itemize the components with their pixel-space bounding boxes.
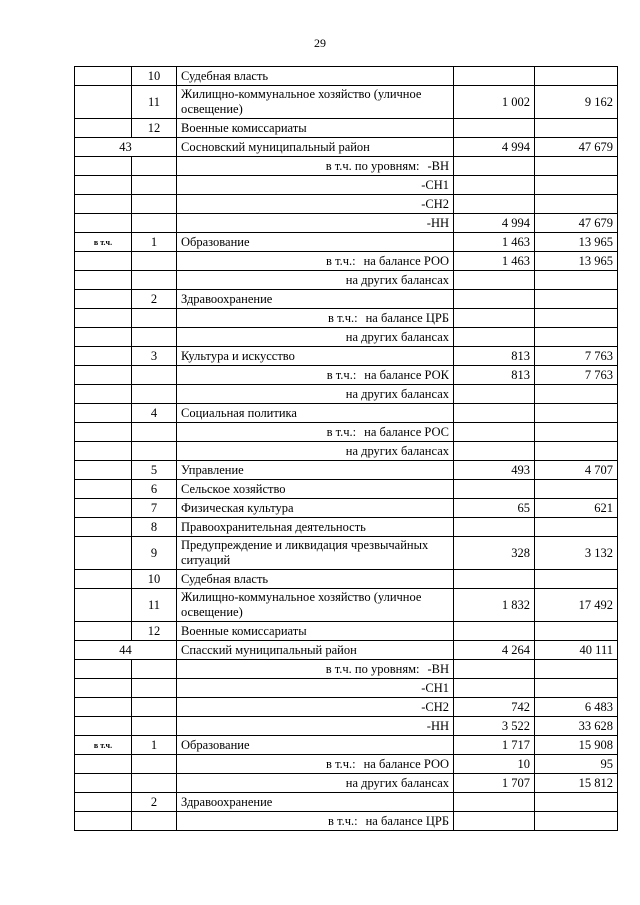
row-number — [132, 774, 177, 793]
value-col-1: 328 — [454, 537, 535, 570]
row-name: Предупреждение и ликвидация чрезвычайных ситуаций — [177, 537, 454, 570]
row-name — [177, 442, 454, 461]
row-number — [132, 698, 177, 717]
row-group-label — [75, 589, 132, 622]
table-row — [75, 480, 618, 499]
value-col-2 — [535, 812, 618, 831]
row-name — [177, 755, 454, 774]
value-col-1 — [454, 195, 535, 214]
row-name — [177, 423, 454, 442]
row-group-label — [75, 157, 132, 176]
value-col-2: 13 965 — [535, 252, 618, 271]
table-row — [75, 698, 618, 717]
row-number: 4 — [132, 404, 177, 423]
table-row — [75, 442, 618, 461]
row-number: 8 — [132, 518, 177, 537]
value-col-2: 47 679 — [535, 138, 618, 157]
value-col-1 — [454, 271, 535, 290]
value-col-1: 1 717 — [454, 736, 535, 755]
row-group-label — [75, 717, 132, 736]
value-col-2: 15 908 — [535, 736, 618, 755]
row-name: Образование — [177, 233, 454, 252]
table-row — [75, 233, 618, 252]
row-group-label — [75, 461, 132, 480]
sub-row-label: -СН1 — [421, 177, 449, 192]
table-row — [75, 366, 618, 385]
sub-row-label: на балансе ЦРБ — [365, 310, 449, 325]
row-number — [132, 328, 177, 347]
row-number — [132, 309, 177, 328]
value-col-2 — [535, 679, 618, 698]
value-col-2 — [535, 157, 618, 176]
row-number: 11 — [132, 86, 177, 119]
sub-row-prefix: в т.ч. по уровням: — [325, 661, 420, 676]
row-number — [132, 442, 177, 461]
value-col-2: 6 483 — [535, 698, 618, 717]
row-number: 10 — [132, 67, 177, 86]
row-number: 1 — [132, 736, 177, 755]
value-col-1: 4 264 — [454, 641, 535, 660]
table-row — [75, 774, 618, 793]
row-number: 2 — [132, 793, 177, 812]
row-name: Сельское хозяйство — [177, 480, 454, 499]
row-group-label — [75, 774, 132, 793]
row-group-label — [75, 480, 132, 499]
value-col-2: 17 492 — [535, 589, 618, 622]
value-col-2 — [535, 570, 618, 589]
value-col-2: 7 763 — [535, 366, 618, 385]
row-group-label — [75, 195, 132, 214]
row-group-label — [75, 290, 132, 309]
sub-row-label: -НН — [426, 215, 449, 230]
row-group-label — [75, 347, 132, 366]
value-col-1 — [454, 67, 535, 86]
sub-row-label: на балансе ЦРБ — [365, 813, 449, 828]
sub-row-label: на других балансах — [345, 386, 449, 401]
row-group-label — [75, 67, 132, 86]
sub-row-label: -СН2 — [421, 699, 449, 714]
table-row — [75, 385, 618, 404]
table-row — [75, 660, 618, 679]
table-row — [75, 176, 618, 195]
value-col-1: 4 994 — [454, 138, 535, 157]
page-number: 29 — [314, 36, 326, 50]
table-row — [75, 499, 618, 518]
sub-row-prefix: в т.ч.: — [328, 813, 358, 828]
row-name — [177, 366, 454, 385]
row-number — [132, 157, 177, 176]
value-col-2 — [535, 328, 618, 347]
row-name: Жилищно-коммунальное хозяйство (уличное освещение) — [177, 86, 454, 119]
value-col-2: 4 707 — [535, 461, 618, 480]
table-row — [75, 119, 618, 138]
row-name — [177, 717, 454, 736]
row-name — [177, 271, 454, 290]
table-row — [75, 518, 618, 537]
value-col-1 — [454, 176, 535, 195]
row-group-label — [75, 252, 132, 271]
sub-row-label: -СН2 — [421, 196, 449, 211]
row-group-label — [75, 404, 132, 423]
row-group-label — [75, 328, 132, 347]
row-name: Культура и искусство — [177, 347, 454, 366]
value-col-1: 493 — [454, 461, 535, 480]
row-number — [132, 717, 177, 736]
row-name — [177, 698, 454, 717]
table-row — [75, 461, 618, 480]
sub-row-label: -СН1 — [421, 680, 449, 695]
sub-row-label: на других балансах — [345, 272, 449, 287]
row-number — [132, 176, 177, 195]
value-col-1: 4 994 — [454, 214, 535, 233]
budget-table — [74, 66, 618, 831]
sub-row-label: на балансе РОО — [363, 253, 449, 268]
district-number: 43 — [75, 138, 177, 157]
row-name: Военные комиссариаты — [177, 622, 454, 641]
table-row — [75, 622, 618, 641]
row-name — [177, 385, 454, 404]
sub-row-label: на балансе РОК — [364, 367, 449, 382]
value-col-1 — [454, 385, 535, 404]
row-number: 12 — [132, 119, 177, 138]
row-group-label — [75, 499, 132, 518]
value-col-1: 813 — [454, 366, 535, 385]
value-col-2: 95 — [535, 755, 618, 774]
row-name — [177, 660, 454, 679]
table-row — [75, 423, 618, 442]
row-group-label — [75, 622, 132, 641]
row-group-label — [75, 755, 132, 774]
value-col-2 — [535, 423, 618, 442]
row-group-label — [75, 366, 132, 385]
row-group-label — [75, 86, 132, 119]
row-group-label — [75, 537, 132, 570]
table-row — [75, 755, 618, 774]
row-group-label — [75, 698, 132, 717]
row-number — [132, 812, 177, 831]
sub-row-prefix: в т.ч.: — [326, 367, 357, 382]
row-number: 12 — [132, 622, 177, 641]
value-col-1 — [454, 442, 535, 461]
row-name: Образование — [177, 736, 454, 755]
table-row — [75, 793, 618, 812]
table-row — [75, 328, 618, 347]
row-name — [177, 309, 454, 328]
table-row — [75, 404, 618, 423]
value-col-2 — [535, 195, 618, 214]
row-name — [177, 812, 454, 831]
value-col-1 — [454, 309, 535, 328]
value-col-2 — [535, 385, 618, 404]
value-col-1 — [454, 119, 535, 138]
table-row — [75, 252, 618, 271]
row-name: Военные комиссариаты — [177, 119, 454, 138]
value-col-1 — [454, 423, 535, 442]
value-col-1: 1 463 — [454, 252, 535, 271]
value-col-1 — [454, 570, 535, 589]
value-col-1 — [454, 404, 535, 423]
value-col-1 — [454, 480, 535, 499]
row-name — [177, 214, 454, 233]
row-number: 10 — [132, 570, 177, 589]
value-col-1: 1 463 — [454, 233, 535, 252]
sub-row-prefix: в т.ч.: — [328, 310, 358, 325]
sub-row-label: на балансе РОС — [364, 424, 449, 439]
table-row — [75, 67, 618, 86]
value-col-2: 33 628 — [535, 717, 618, 736]
sub-row-prefix: в т.ч.: — [326, 253, 356, 268]
row-number: 3 — [132, 347, 177, 366]
row-name — [177, 252, 454, 271]
value-col-2 — [535, 271, 618, 290]
row-name: Здравоохранение — [177, 793, 454, 812]
sub-row-label: на других балансах — [345, 329, 449, 344]
table-row — [75, 195, 618, 214]
table-row — [75, 347, 618, 366]
row-group-label: в т.ч. — [75, 233, 132, 252]
sub-row-label: -НН — [426, 718, 449, 733]
value-col-1 — [454, 622, 535, 641]
table-row — [75, 679, 618, 698]
table-row — [75, 717, 618, 736]
row-name — [177, 328, 454, 347]
row-group-label — [75, 442, 132, 461]
row-number: 5 — [132, 461, 177, 480]
row-name: Сосновский муниципальный район — [177, 138, 454, 157]
value-col-1: 3 522 — [454, 717, 535, 736]
value-col-2 — [535, 119, 618, 138]
row-group-label — [75, 309, 132, 328]
value-col-2: 40 111 — [535, 641, 618, 660]
row-number: 6 — [132, 480, 177, 499]
value-col-2 — [535, 290, 618, 309]
value-col-1 — [454, 328, 535, 347]
value-col-2 — [535, 442, 618, 461]
row-number: 11 — [132, 589, 177, 622]
table-row — [75, 736, 618, 755]
table-row — [75, 570, 618, 589]
value-col-2 — [535, 480, 618, 499]
table-row — [75, 537, 618, 570]
row-group-label — [75, 679, 132, 698]
table-row — [75, 309, 618, 328]
row-number — [132, 271, 177, 290]
row-number — [132, 195, 177, 214]
row-number: 7 — [132, 499, 177, 518]
table-row — [75, 812, 618, 831]
row-number: 1 — [132, 233, 177, 252]
value-col-1 — [454, 290, 535, 309]
value-col-2: 15 812 — [535, 774, 618, 793]
row-number: 2 — [132, 290, 177, 309]
row-number — [132, 385, 177, 404]
value-col-1 — [454, 793, 535, 812]
table-row — [75, 157, 618, 176]
value-col-1: 813 — [454, 347, 535, 366]
value-col-2: 47 679 — [535, 214, 618, 233]
row-group-label — [75, 570, 132, 589]
value-col-2: 621 — [535, 499, 618, 518]
row-number — [132, 252, 177, 271]
sub-row-label: на балансе РОО — [363, 756, 449, 771]
table-row — [75, 589, 618, 622]
value-col-1: 1 832 — [454, 589, 535, 622]
table-row — [75, 86, 618, 119]
value-col-1: 1 002 — [454, 86, 535, 119]
row-group-label — [75, 271, 132, 290]
row-name: Физическая культура — [177, 499, 454, 518]
sub-row-label: -ВН — [427, 661, 449, 676]
value-col-1 — [454, 679, 535, 698]
row-number — [132, 423, 177, 442]
row-name: Здравоохранение — [177, 290, 454, 309]
sub-row-prefix: в т.ч.: — [326, 756, 356, 771]
row-number — [132, 660, 177, 679]
row-name — [177, 679, 454, 698]
value-col-2 — [535, 793, 618, 812]
row-group-label: в т.ч. — [75, 736, 132, 755]
budget-table-body — [75, 67, 618, 831]
value-col-1: 10 — [454, 755, 535, 774]
value-col-1: 1 707 — [454, 774, 535, 793]
row-group-label — [75, 423, 132, 442]
table-row — [75, 138, 618, 157]
value-col-2: 3 132 — [535, 537, 618, 570]
value-col-2: 9 162 — [535, 86, 618, 119]
row-group-label — [75, 385, 132, 404]
row-group-label — [75, 660, 132, 679]
row-group-label — [75, 793, 132, 812]
value-col-2: 13 965 — [535, 233, 618, 252]
value-col-1 — [454, 518, 535, 537]
value-col-2 — [535, 404, 618, 423]
row-name: Судебная власть — [177, 570, 454, 589]
value-col-1 — [454, 812, 535, 831]
value-col-2 — [535, 622, 618, 641]
value-col-2: 7 763 — [535, 347, 618, 366]
value-col-2 — [535, 660, 618, 679]
sub-row-label: на других балансах — [345, 775, 449, 790]
row-number: 9 — [132, 537, 177, 570]
sub-row-prefix: в т.ч. по уровням: — [325, 158, 420, 173]
row-number — [132, 366, 177, 385]
value-col-1 — [454, 660, 535, 679]
row-name: Судебная власть — [177, 67, 454, 86]
row-number — [132, 679, 177, 698]
row-name: Правоохранительная деятельность — [177, 518, 454, 537]
table-row — [75, 214, 618, 233]
row-name: Жилищно-коммунальное хозяйство (уличное освещение) — [177, 589, 454, 622]
district-number: 44 — [75, 641, 177, 660]
value-col-1: 742 — [454, 698, 535, 717]
sub-row-label: -ВН — [427, 158, 449, 173]
value-col-1: 65 — [454, 499, 535, 518]
row-group-label — [75, 812, 132, 831]
value-col-2 — [535, 518, 618, 537]
value-col-2 — [535, 67, 618, 86]
row-name: Управление — [177, 461, 454, 480]
row-name — [177, 157, 454, 176]
row-name: Социальная политика — [177, 404, 454, 423]
value-col-2 — [535, 176, 618, 195]
row-group-label — [75, 518, 132, 537]
row-name: Спасский муниципальный район — [177, 641, 454, 660]
row-group-label — [75, 214, 132, 233]
row-name — [177, 195, 454, 214]
sub-row-label: на других балансах — [345, 443, 449, 458]
table-row — [75, 290, 618, 309]
row-name — [177, 774, 454, 793]
row-number — [132, 755, 177, 774]
row-name — [177, 176, 454, 195]
value-col-2 — [535, 309, 618, 328]
row-group-label — [75, 119, 132, 138]
value-col-1 — [454, 157, 535, 176]
table-row — [75, 641, 618, 660]
row-group-label — [75, 176, 132, 195]
sub-row-prefix: в т.ч.: — [326, 424, 357, 439]
table-row — [75, 271, 618, 290]
row-number — [132, 214, 177, 233]
